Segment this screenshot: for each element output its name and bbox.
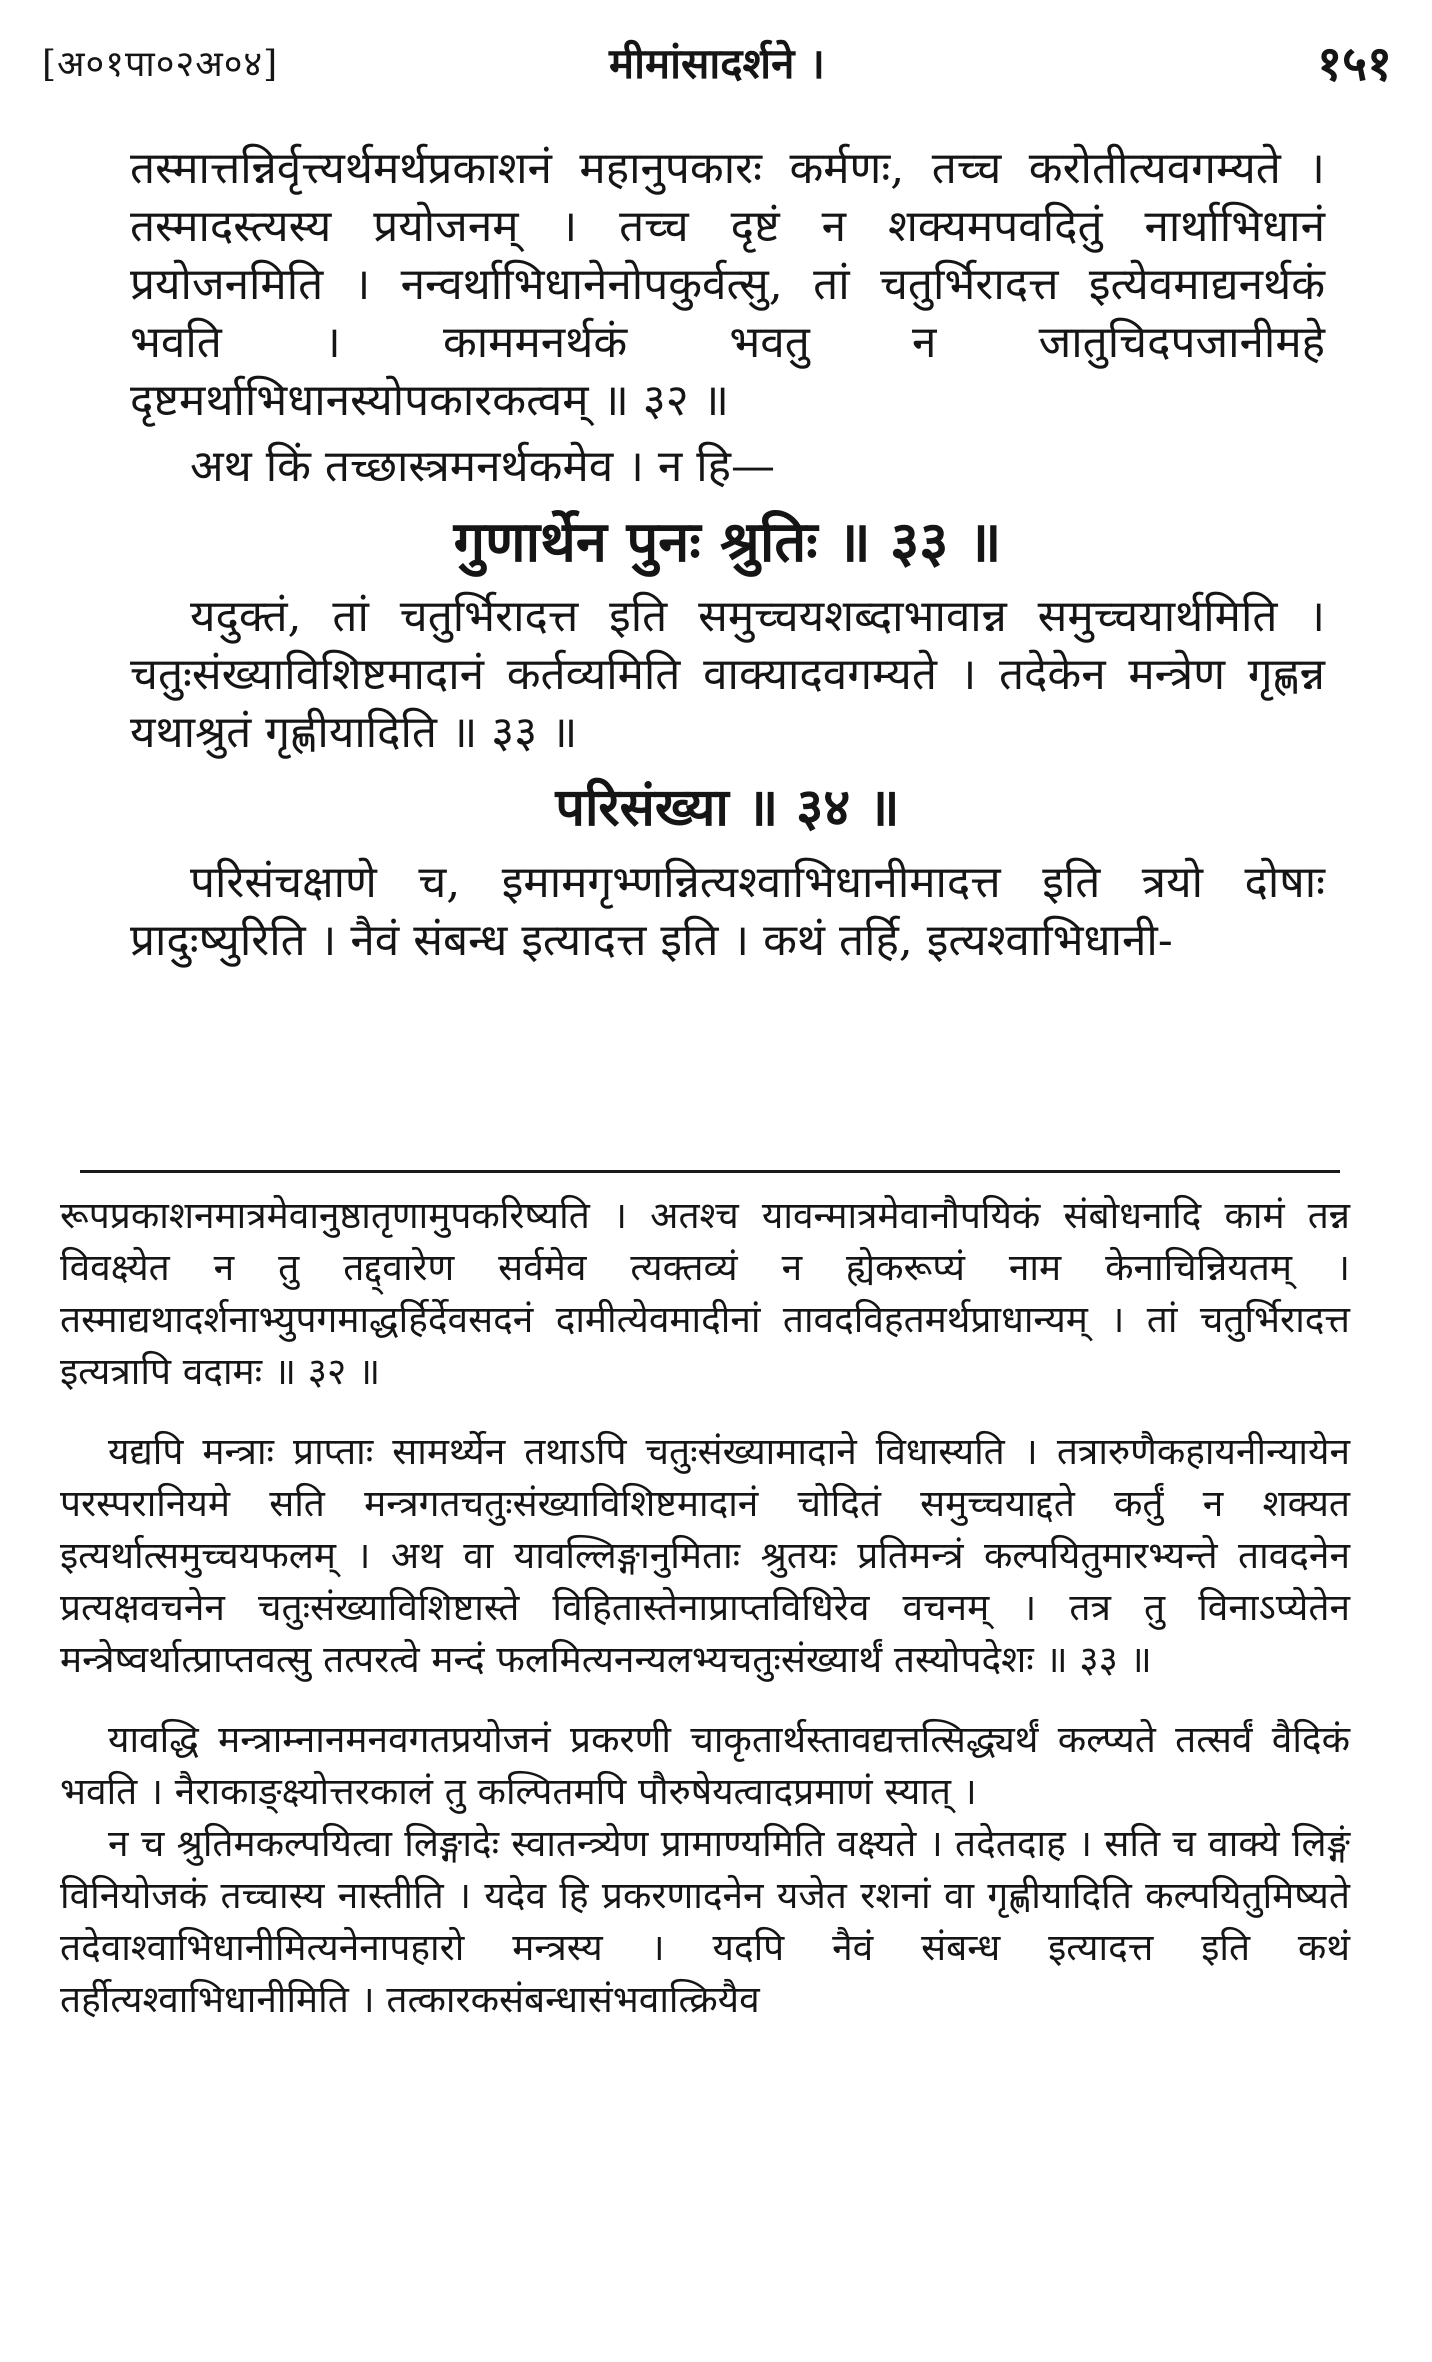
running-title: मीमांसादर्शने ।	[609, 39, 825, 88]
page-number: १५१	[1317, 36, 1392, 92]
commentary-34a: यावद्धि मन्त्राम्नानमनवगतप्रयोजनं प्रकरणी चाकृतार्थस्तावद्यत्तत्सिद्ध्यर्थं कल्प्यते तत्सर्वं वैदिकं भवति । नैराकाङ्क्ष्योत्तरकालं तु कल्पितमपि पौरुषेयत्वादप्रमाणं स्यात् ।	[60, 1718, 1350, 1813]
main-text	[130, 140, 1325, 970]
intro-33: अथ किं तच्छास्त्रमनर्थकमेव । न हि—	[190, 441, 776, 492]
footnote-divider	[80, 1170, 1340, 1173]
paragraph-32: तस्मात्तन्निर्वृत्त्यर्थमर्थप्रकाशनं महानुपकारः कर्मणः, तच्च करोतीत्यवगम्यते । तस्मादस्त्यस्य प्रयोजनम् । तच्च दृष्टं न शक्यमपवदितुं नार्थाभिधानं प्रयोजनमिति । नन्वर्थाभिधानेनोपकुर्वत्सु, तां चतुर्भिरादत्त इत्येवमाद्यनर्थकं भवति । काममनर्थकं भवतु न जातुचिदपजानीमहे दृष्टमर्थाभिधानस्योपकारकत्वम् ॥ ३२ ॥	[130, 143, 1325, 426]
commentary-33: यद्यपि मन्त्राः प्राप्ताः सामर्थ्येन तथाऽपि चतुःसंख्यामादाने विधास्यति । तत्रारुणैकहायनीन्यायेन परस्परानियमे सति मन्त्रगतचतुःसंख्याविशिष्टमादानं चोदितं समुच्चयाद्दते कर्तुं न शक्यत इत्यर्थात्समुच्चयफलम् । अथ वा यावल्लिङ्गानुमिताः श्रुतयः प्रतिमन्त्रं कल्पयितुमारभ्यन्ते तावदनेन प्रत्यक्षवचनेन चतुःसंख्याविशिष्टास्ते विहितास्तेनाप्राप्तविधिरेव वचनम् । तत्र तु विनाऽप्येतेन मन्त्रेष्वर्थात्प्राप्तवत्सु तत्परत्वे मन्दं फलमित्यनन्यलभ्यचतुःसंख्यार्थं तस्योपदेशः ॥ ३३ ॥	[60, 1430, 1350, 1681]
chapter-reference: [अ०१पा०२अ०४]	[42, 44, 279, 85]
sutra-34: परिसंख्या ॥ ३४ ॥	[555, 777, 900, 838]
paragraph-34: परिसंचक्षाणे च, इमामगृभ्णन्नित्यश्वाभिधानीमादत्त इति त्रयो दोषाः प्रादुःष्युरिति । नैवं संबन्ध इत्यादत्त इति । कथं तर्हि, इत्यश्वाभिधानी-	[130, 857, 1325, 966]
commentary-34b: न च श्रुतिमकल्पयित्वा लिङ्गादेः स्वातन्त्र्येण प्रामाण्यमिति वक्ष्यते । तदेतदाह । सति च वाक्ये लिङ्गं विनियोजकं तच्चास्य नास्तीति । यदेव हि प्रकरणादनेन यजेत रशनां वा गृह्णीयादिति कल्पयितुमिष्यते तदेवाश्वाभिधानीमित्यनेनापहारो मन्त्रस्य । यदपि नैवं संबन्ध इत्यादत्त इति कथं तर्हीत्यश्वाभिधानीमिति । तत्कारकसंबन्धासंभवात्क्रियैव	[60, 1822, 1350, 2021]
sutra-33: गुणार्थेन पुनः श्रुतिः ॥ ३३ ॥	[453, 509, 1002, 575]
commentary	[60, 1190, 1350, 2026]
paragraph-33: यदुक्तं, तां चतुर्भिरादत्त इति समुच्चयशब्दाभावान्न समुच्चयार्थमिति । चतुःसंख्याविशिष्टमादानं कर्तव्यमिति वाक्यादवगम्यते । तदेकेन मन्त्रेण गृह्णन्न यथाश्रुतं गृह्णीयादिति ॥ ३३ ॥	[130, 591, 1325, 758]
commentary-32: रूपप्रकाशनमात्रमेवानुष्ठातृणामुपकरिष्यति । अतश्च यावन्मात्रमेवानौपयिकं संबोधनादि कामं तन्न विवक्ष्येत न तु तद्द्वारेण सर्वमेव त्यक्तव्यं न ह्येकरूप्यं नाम केनाचिन्नियतम् । तस्माद्यथादर्शनाभ्युपगमाद्धर्हिर्देवसदनं दामीत्येवमादीनां तावदविहतमर्थप्राधान्यम् । तां चतुर्भिरादत्त इत्यत्रापि वदामः ॥ ३२ ॥	[60, 1194, 1350, 1393]
page-header	[42, 30, 1392, 100]
